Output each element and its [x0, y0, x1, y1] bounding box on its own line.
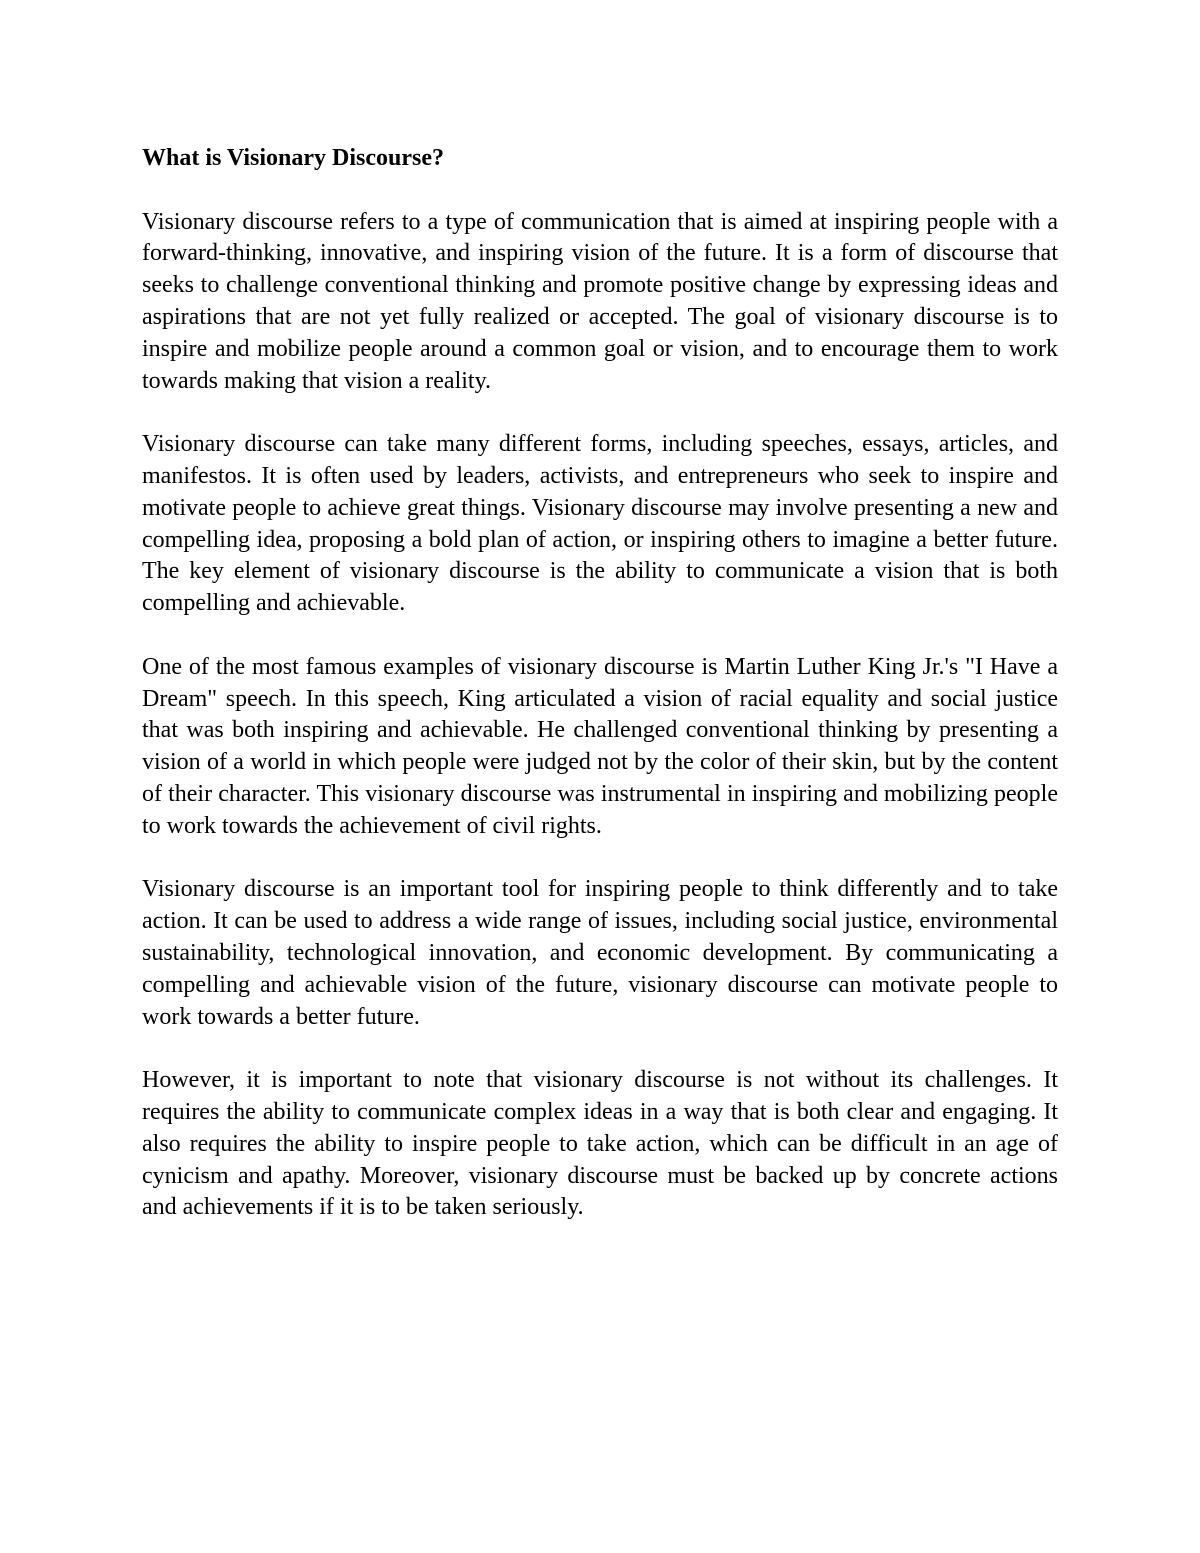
paragraph-definition: Visionary discourse refers to a type of communication that is aimed at inspiring people with a forward-thinking, innovative, and inspiring vision of the future. It is a form of discourse that seeks to challenge conventional thinking and promote positive change by expressing ideas and aspirations that are not yet fully realized or accepted. The goal of visionary discourse is to inspire and mobilize people around a common goal or vision, and to encourage them to work towards making that vision a reality.: [142, 208, 1058, 394]
paragraph-challenges: However, it is important to note that visionary discourse is not without its challenges. It requires the ability to communicate complex ideas in a way that is both clear and engaging. It also requires the ability to inspire people to take action, which can be difficult in an age of cynicism and apathy. Moreover, visionary discourse must be backed up by concrete actions and achievements if it is to be taken seriously.: [142, 1067, 1058, 1221]
paragraph-example: One of the most famous examples of visionary discourse is Martin Luther King Jr.'s "I Have a Dream" speech. In this speech, King articulated a vision of racial equality and social justice that was both inspiring and achievable. He challenged conventional thinking by presenting a vision of a world in which people were judged not by the color of their skin, but by the content of their character. This visionary discourse was instrumental in inspiring and mobilizing people to work towards the achievement of civil rights.: [142, 653, 1058, 839]
document-body: [142, 143, 1058, 1256]
paragraph-importance: Visionary discourse is an important tool for inspiring people to think differently and to take action. It can be used to address a wide range of issues, including social justice, environmental sustainability, technological innovation, and economic development. By communicating a compelling and achievable vision of the future, visionary discourse can motivate people to work towards a better future.: [142, 876, 1058, 1030]
document-title: What is Visionary Discourse?: [142, 145, 445, 171]
paragraph-forms: Visionary discourse can take many different forms, including speeches, essays, articles, and manifestos. It is often used by leaders, activists, and entrepreneurs who seek to inspire and motivate people to achieve great things. Visionary discourse may involve presenting a new and compelling idea, proposing a bold plan of action, or inspiring others to imagine a better future. The key element of visionary discourse is the ability to communicate a vision that is both compelling and achievable.: [142, 431, 1058, 617]
